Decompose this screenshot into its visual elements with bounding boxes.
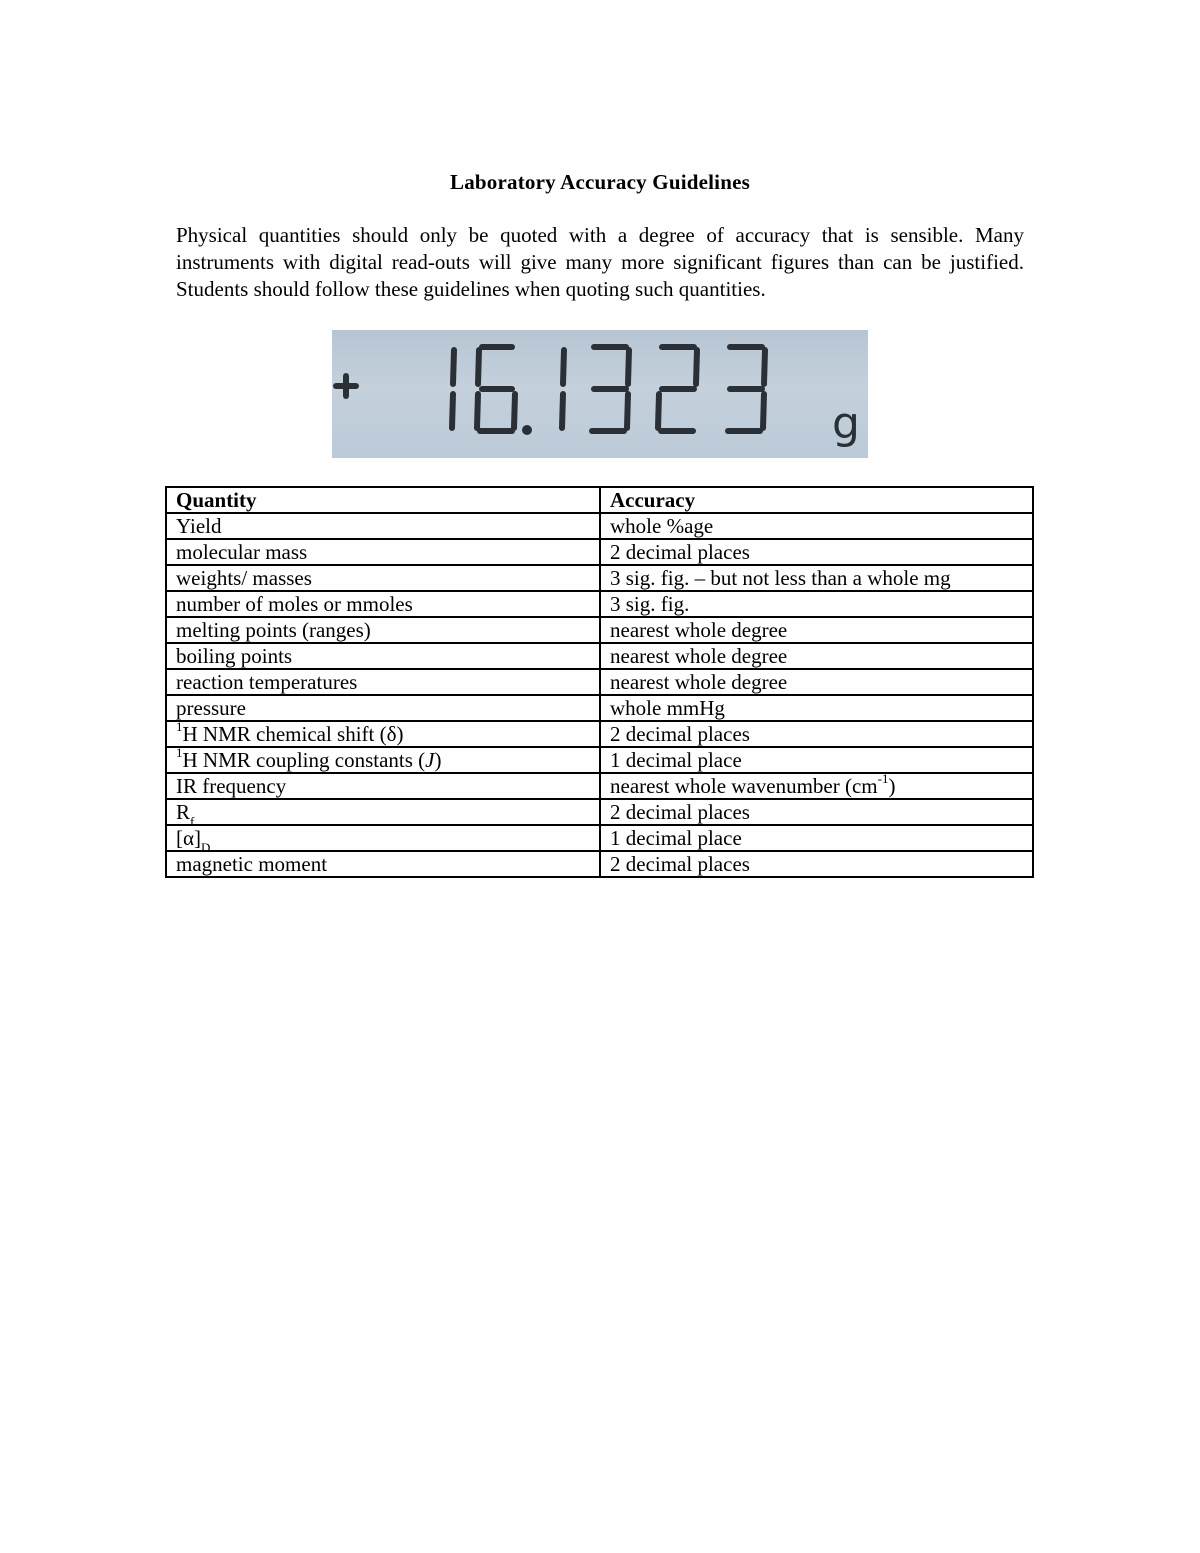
table-row <box>166 747 1033 773</box>
quantity-cell <box>166 643 600 669</box>
quantity-cell <box>166 799 600 830</box>
accuracy-text: 1 decimal place <box>610 826 742 850</box>
quantity-cell <box>166 695 600 721</box>
accuracy-cell <box>600 825 1033 851</box>
accuracy-cell <box>600 669 1033 695</box>
accuracy-text: nearest whole wavenumber (cm <box>610 774 878 798</box>
quantity-cell <box>166 539 600 565</box>
accuracy-cell <box>600 513 1033 539</box>
table-row <box>166 721 1033 747</box>
quantity-cell <box>166 513 600 539</box>
quantity-cell <box>166 825 600 856</box>
accuracy-text: 2 decimal places <box>610 722 750 746</box>
quantity-cell <box>166 851 600 877</box>
table-row <box>166 695 1033 721</box>
table-row <box>166 799 1033 825</box>
lcd-digits <box>336 347 765 432</box>
accuracy-cell <box>600 539 1033 565</box>
balance-display-photo <box>332 330 868 458</box>
quantity-superscript: 1 <box>176 719 183 734</box>
quantity-text: [α] <box>176 826 201 850</box>
accuracy-table <box>165 486 1034 878</box>
accuracy-cell <box>600 799 1033 825</box>
table-row <box>166 513 1033 539</box>
quantity-italic: J <box>425 748 435 772</box>
lcd-readout <box>332 330 868 458</box>
quantity-text: magnetic moment <box>176 852 328 876</box>
document-title: Laboratory Accuracy Guidelines <box>450 170 750 194</box>
quantity-text: H NMR chemical shift (δ) <box>182 722 404 746</box>
accuracy-text: 2 decimal places <box>610 540 750 564</box>
accuracy-cell <box>600 747 1033 773</box>
quantity-cell <box>166 617 600 643</box>
quantity-cell <box>166 669 600 695</box>
table-row <box>166 825 1033 851</box>
quantity-text: melting points (ranges) <box>176 618 371 642</box>
accuracy-cell <box>600 617 1033 643</box>
quantity-text: molecular mass <box>176 540 308 564</box>
quantity-text: reaction temperatures <box>176 670 358 694</box>
table-row <box>166 851 1033 877</box>
quantity-text: weights/ masses <box>176 566 312 590</box>
header-accuracy: Accuracy <box>600 487 1033 513</box>
accuracy-text: nearest whole degree <box>610 618 788 642</box>
table-row <box>166 539 1033 565</box>
quantity-superscript: 1 <box>176 745 183 760</box>
accuracy-cell <box>600 695 1033 721</box>
quantity-cell <box>166 565 600 591</box>
quantity-text: number of moles or mmoles <box>176 592 413 616</box>
quantity-text: Yield <box>176 514 222 538</box>
quantity-text: boiling points <box>176 644 293 668</box>
accuracy-cell <box>600 773 1033 799</box>
accuracy-cell <box>600 643 1033 669</box>
quantity-text: R <box>176 800 191 824</box>
accuracy-superscript: -1 <box>877 771 889 786</box>
quantity-cell <box>166 773 600 799</box>
quantity-text-end: ) <box>434 748 442 772</box>
lcd-unit: g <box>832 398 860 449</box>
accuracy-text: whole %age <box>610 514 714 538</box>
quantity-text: pressure <box>176 696 246 720</box>
accuracy-text: nearest whole degree <box>610 644 788 668</box>
quantity-cell <box>166 721 600 747</box>
quantity-cell <box>166 747 600 773</box>
table-row <box>166 773 1033 799</box>
accuracy-text-end: ) <box>888 774 896 798</box>
quantity-text: H NMR coupling constants ( <box>182 748 426 772</box>
accuracy-text: nearest whole degree <box>610 670 788 694</box>
accuracy-text: 2 decimal places <box>610 852 750 876</box>
header-quantity: Quantity <box>166 487 600 513</box>
accuracy-text: 3 sig. fig. – but not less than a whole mg <box>610 566 951 590</box>
table-row <box>166 617 1033 643</box>
table-row <box>166 591 1033 617</box>
accuracy-text: 1 decimal place <box>610 748 742 772</box>
accuracy-cell <box>600 851 1033 877</box>
table-row <box>166 669 1033 695</box>
accuracy-text: 2 decimal places <box>610 800 750 824</box>
accuracy-cell <box>600 565 1033 591</box>
quantity-cell <box>166 591 600 617</box>
quantity-subscript: D <box>201 840 211 856</box>
intro-paragraph: Physical quantities should only be quoted with a degree of accuracy that is sensible. Many instruments with digital read-outs will give many more significant figures than can be justified. Students should follow these guidelines when quoting such quantities. <box>176 223 1024 301</box>
table-row <box>166 643 1033 669</box>
accuracy-cell <box>600 591 1033 617</box>
quantity-subscript: f <box>190 814 195 830</box>
quantity-text: IR frequency <box>176 774 287 798</box>
accuracy-text: 3 sig. fig. <box>610 592 690 616</box>
table-header-row <box>166 487 1033 513</box>
accuracy-cell <box>600 721 1033 747</box>
table-row <box>166 565 1033 591</box>
accuracy-text: whole mmHg <box>610 696 725 720</box>
